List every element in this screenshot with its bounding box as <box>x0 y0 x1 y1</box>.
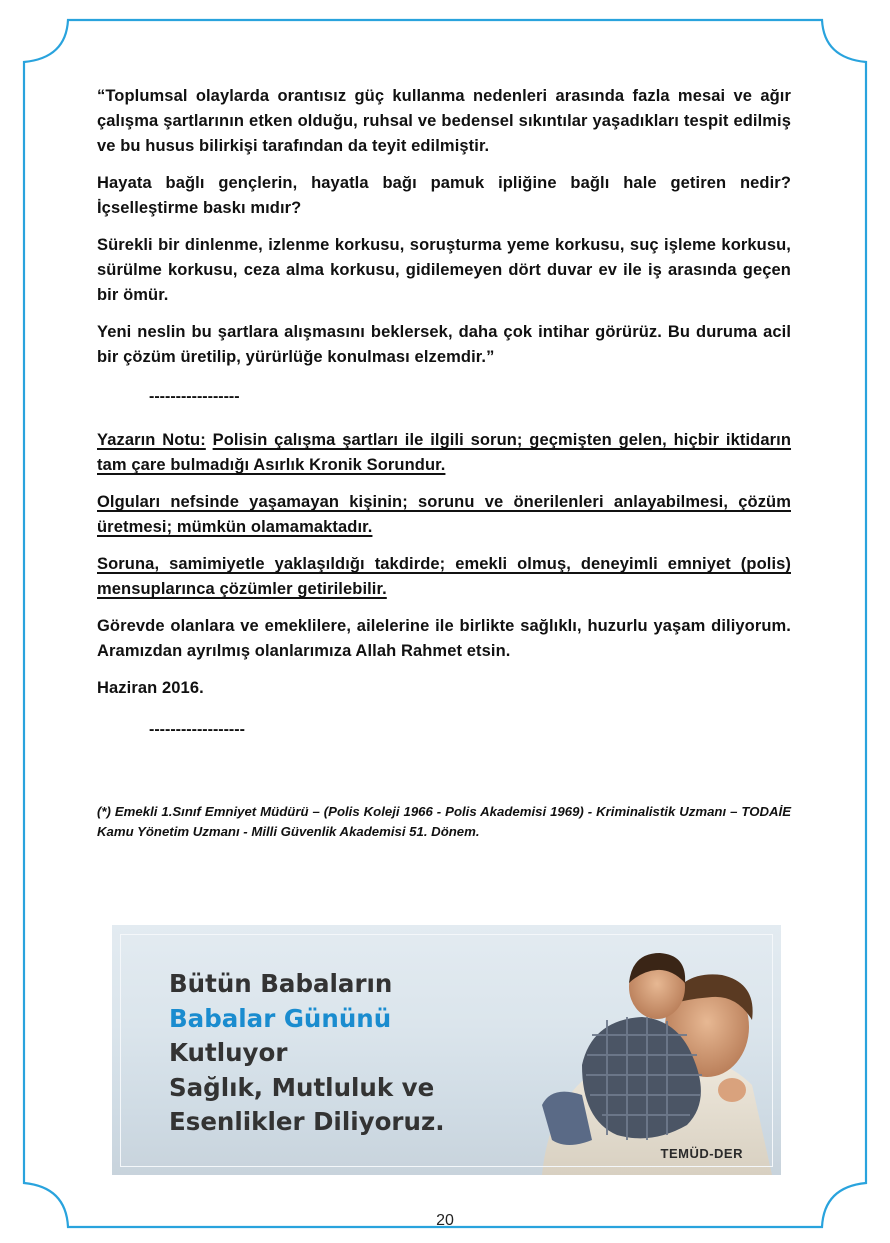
greeting-line-3: Kutluyor <box>169 1038 288 1067</box>
fathers-day-banner <box>112 925 781 1175</box>
page-number: 20 <box>436 1212 454 1229</box>
underlined-paragraph-2 <box>97 552 791 602</box>
author-note-text: Polisin çalışma şartları ile ilgili sorun; geçmişten gelen, hiçbir iktidarın tam çare bulmadığı Asırlık Kronik Sorundur. <box>97 431 792 474</box>
separator-line: ----------------- <box>149 388 240 405</box>
date-line: Haziran 2016. <box>97 679 204 697</box>
brand-logo-text: TEMÜD-DER <box>660 1146 743 1161</box>
greeting-line-2: Babalar Gününü <box>169 1003 392 1033</box>
paragraph-2: Hayata bağlı gençlerin, hayatla bağı pamuk ipliğine bağlı hale getiren nedir? İçselleştirme baskı mıdır? <box>97 174 791 217</box>
author-note <box>97 428 791 478</box>
underlined-paragraph-1 <box>97 490 791 540</box>
greeting-line-1: Bütün Babaların <box>169 969 393 998</box>
greeting-line-4: Sağlık, Mutluluk ve <box>169 1072 435 1102</box>
greeting-line-5: Esenlikler Diliyoruz. <box>169 1107 445 1136</box>
closing-paragraph: Görevde olanlara ve emeklilere, ailelerine ile birlikte sağlıklı, huzurlu yaşam diliyorum. Aramızdan ayrılmış olanlarımıza Allah Rahmet etsin. <box>97 617 791 660</box>
article-body <box>97 84 791 761</box>
paragraph-1: “Toplumsal olaylarda orantısız güç kullanma nedenleri arasında fazla mesai ve ağır çalışma şartlarının etken olduğu, ruhsal ve bedensel sıkıntılar yaşadıkları tespit edilmiş ve bu husus bilirkişi tarafından da teyit edilmiştir. <box>97 87 791 155</box>
author-footnote: (*) Emekli 1.Sınıf Emniyet Müdürü – (Polis Koleji 1966 - Polis Akademisi 1969) - Kriminalistik Uzmanı – TODAİE Kamu Yönetim Uzmanı - Milli Güvenlik Akademisi 51. Dönem. <box>97 804 791 839</box>
paragraph-3: Sürekli bir dinlenme, izlenme korkusu, soruşturma yeme korkusu, suç işleme korkusu, sürülme korkusu, ceza alma korkusu, gidilemeyen dört duvar ev ile iş arasında geçen bir ömür. <box>97 236 791 304</box>
underlined-text-1: Olguları nefsinde yaşamayan kişinin; sorunu ve önerilenleri anlayabilmesi, çözüm üretmesi; mümkün olamamaktadır. <box>97 493 791 536</box>
separator-line-2: ------------------ <box>149 721 245 738</box>
paragraph-4: Yeni neslin bu şartlara alışmasını beklersek, daha çok intihar görürüz. Bu duruma acil bir çözüm üretilip, yürürlüğe konulması elzemdir.” <box>97 323 791 366</box>
underlined-text-2: Soruna, samimiyetle yaklaşıldığı takdirde; emekli olmuş, deneyimli emniyet (polis) mensuplarınca çözümler getirilebilir. <box>97 555 791 598</box>
author-note-label: Yazarın Notu: <box>97 431 206 449</box>
banner-greeting <box>169 967 445 1140</box>
